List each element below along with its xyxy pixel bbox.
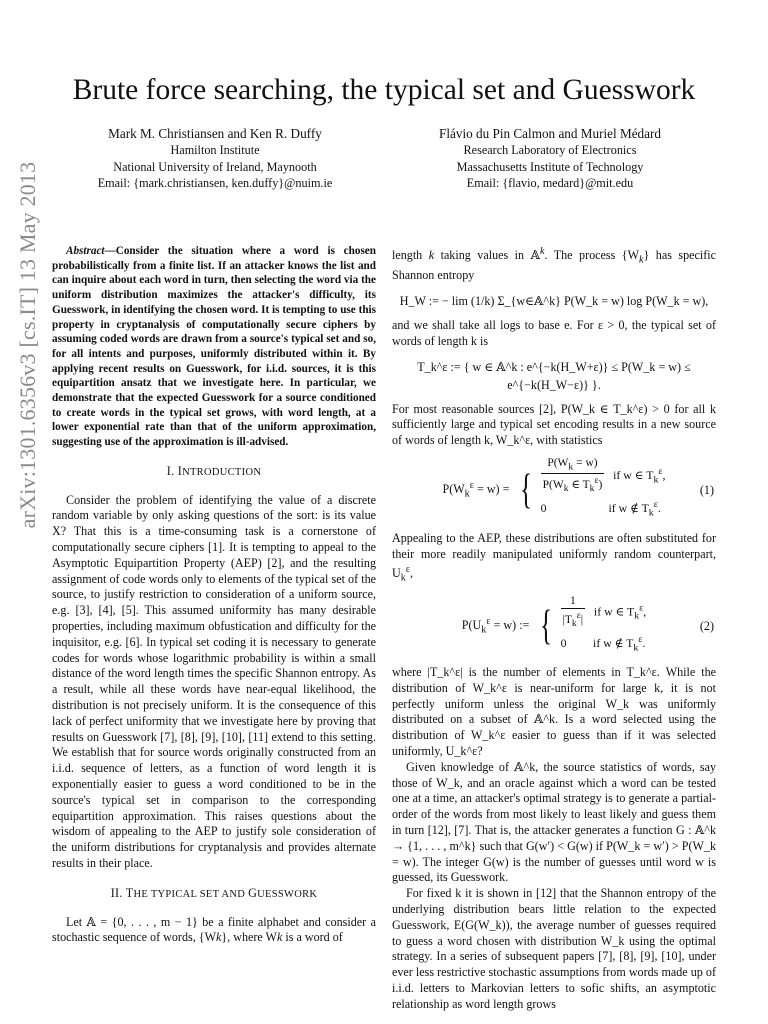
- typical-set-paragraph: Let 𝔸 = {0, . . . , m − 1} be a finite alphabet and consider a stochastic sequence of words, {Wk}, where Wk is a word of: [52, 914, 376, 945]
- abstract-lead: Abstract: [66, 245, 105, 257]
- author-block-left: [80, 126, 350, 192]
- abstract: [52, 244, 376, 450]
- paragraph: Given knowledge of 𝔸^k, the source statistics of words, say those of W_k, and an oracle against which a word can be tested one at a time, an attacker's optimal strategy is to generate a partial-order of the words from most likely to least likely and guess them in turn [12], [7]. That is, the attacker generates a function G : 𝔸^k → {1, . . . , m^k} such that G(w′) < G(w) if P(W_k = w′) > P(W_k = w). The integer G(w) is the number of guesses until word w is guessed, its Guesswork.: [392, 759, 716, 885]
- paper-title: Brute force searching, the typical set and Guesswork: [72, 74, 696, 106]
- paragraph: Appealing to the AEP, these distributions are often substituted for their more readily manipulated uniformly random counterpart, $U_k^\varepsilon$,: [392, 530, 716, 584]
- affiliation-line: Massachusetts Institute of Technology: [456, 159, 644, 174]
- abstract-text: —Consider the situation where a word is chosen probabilistically from a finite list. If an attacker knows the list and can inquire about each word in turn, then selecting the word via the uniform distribution maximizes the attacker's difficulty, its Guesswork, in identifying the chosen word. It is tempting to use this property in cryptanalysis of computationally secure ciphers by assuming coded words are drawn from a source's typical set and so, for all intents and purposes, uniformly distributed within it. By applying recent results on Guesswork, for i.i.d. sources, it is this equipartition ansatz that we investigate here. In particular, we demonstrate that the expected Guesswork for a source conditioned to create words in the typical set grows, with word length, at a lower exponential rate than that of the uniform approximation, suggesting use of the approximation is ill-advised.: [52, 245, 376, 449]
- right-column: [392, 244, 716, 1012]
- affiliation-line: National University of Ireland, Maynooth: [113, 159, 317, 174]
- equation-number: (2): [699, 618, 714, 633]
- paragraph: where |T_k^ε| is the number of elements in T_k^ε. While the distribution of W_k^ε is near-uniform for large k, it is not perfectly uniform unless the original W_k was uniformly distributed on a subset of 𝔸^k. Is a word selected using the distribution of W_k^ε easier to guess than if it was selected uniformly, U_k^ε?: [392, 664, 716, 758]
- affiliation-line: Hamilton Institute: [170, 143, 260, 158]
- author-names: Flávio du Pin Calmon and Muriel Médard: [439, 126, 661, 141]
- paragraph: For fixed k it is shown in [12] that the Shannon entropy of the underlying distribution bears little relation to the expected Guesswork, E(G(W_k)), the average number of guesses required to guess a word chosen with distribution W_k using the optimal strategy. In a series of subsequent papers [7], [8], [9], [10], under ever less restrictive stochastic assumptions from words made up of i.i.d. letters to Markovian letters to sofic shifts, an asymptotic relationship as word length grows: [392, 886, 716, 1011]
- typical-set-equation: T_k^ε := { w ∈ 𝔸^k : e^{−k(H_W+ε)} ≤ P(W_k = w) ≤ e^{−k(H_W−ε)} }.: [417, 359, 691, 392]
- equation-2: $P(U_k^\varepsilon = w)$ := { $\frac{1}{|T_k^\varepsilon|}$ if w ∈ $T_k^\varepsilon$, 0 if w ∉ $T_k^\varepsilon$. (2): [461, 594, 714, 653]
- section-heading-introduction: I. INTRODUCTION: [166, 463, 262, 478]
- paragraph: and we shall take all logs to base e. For ε > 0, the typical set of words of length k is: [392, 318, 716, 348]
- section-heading-typical-set: II. THE TYPICAL SET AND GUESSWORK: [110, 885, 318, 900]
- equation-1: $P(W_k^\varepsilon = w)$ = { $\frac{P(W_k = w)}{P(W_k \in T_k^\varepsilon)}$ if w ∈ $T_k^\varepsilon$, 0 if w ∉ $T_k^\varepsilon$. (1): [442, 457, 714, 519]
- author-email: Email: {mark.christiansen, ken.duffy}@nuim.ie: [97, 176, 333, 191]
- author-email: Email: {flavio, medard}@mit.edu: [466, 176, 634, 191]
- author-block-right: [400, 126, 700, 192]
- entropy-equation: H_W := − lim (1/k) Σ_{w∈𝔸^k} P(W_k = w) log P(W_k = w),: [399, 294, 709, 309]
- intro-paragraph: Consider the problem of identifying the value of a discrete random variable by only asking questions of the sort: is its value X? That this is a time-consuming task is a cornerstone of computationally secure ciphers [1]. It is tempting to appeal to the Asymptotic Equipartition Property (AEP) [2], and the resulting assignment of code words only to elements of the typical set of the source, to justify restriction to consideration of a uniform source, e.g. [3], [4], [5]. This assumed uniformity has many desirable properties, including maximum obfustication and difficulty for the inquisitor, e.g. [6]. In typical set coding it is necessary to generate codes for words whose logarithmic probability is within a small distance of the word length times the specific Shannon entropy. As a result, while all these words have near-equal likelihood, the distribution is not precisely uniform. It is the consequence of this lack of perfect uniformity that we investigate here by proving that results on Guesswork [7], [8], [9], [10], [11] extend to this setting. We establish that for source words originally constructed from an i.i.d. sequence of letters, as a function of word length it is exponentially easier to guess a word conditioned to be in the source's typical set in comparison to the corresponding equipartition approximation. This raises questions about the wisdom of appealing to the AEP to justify sole consideration of the uniform distributions for cryptanalysis and provides alternate results in their place.: [52, 492, 376, 870]
- paragraph: length k taking values in 𝔸$^k$. The process $\{W_k\}$ has specific Shannon entropy: [392, 246, 716, 283]
- author-names: Mark M. Christiansen and Ken R. Duffy: [108, 126, 322, 141]
- paragraph: For most reasonable sources [2], P(W_k ∈ T_k^ε) > 0 for all k sufficiently large and typical set encoding results in a new source of words of length k, W_k^ε, with statistics: [392, 401, 716, 448]
- left-column: [52, 244, 376, 946]
- authors: [40, 126, 740, 196]
- affiliation-line: Research Laboratory of Electronics: [463, 143, 637, 158]
- equation-number: (1): [699, 482, 714, 497]
